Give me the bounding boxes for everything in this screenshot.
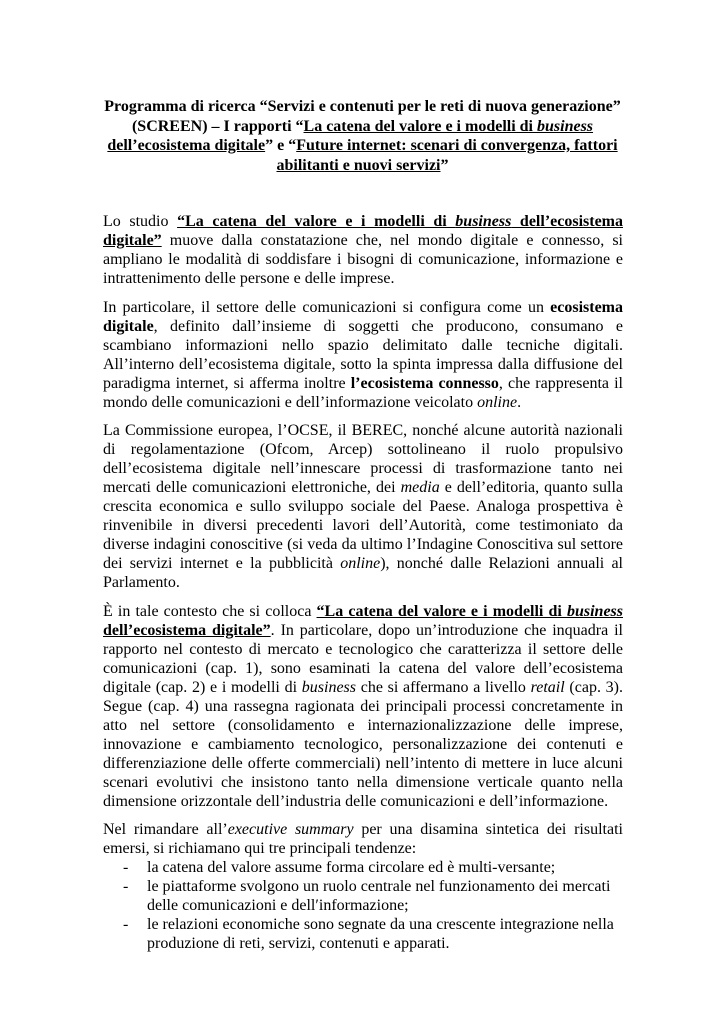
- paragraph-1: Lo studio “La catena del valore e i modelli di business dell’ecosistema digitale” muove dalla constatazione che, nel mondo digitale e connesso, si ampliano le modalità di soddisfare i bisogni di comunicazione, informazione e intrattenimento delle persone e delle imprese.: [103, 213, 623, 287]
- term-ecosistema-digitale: ecosistema digitale: [103, 298, 623, 335]
- list-item: - le relazioni economiche sono segnate da una crescente integrazione nella produzione di reti, servizi, contenuti e apparati.: [123, 916, 614, 952]
- term-ecosistema-connesso: l’ecosistema connesso: [350, 374, 499, 392]
- dash-bullet: -: [123, 878, 129, 895]
- list-item: - la catena del valore assume forma circolare ed è multi-versante;: [123, 859, 556, 876]
- list-item: - le piattaforme svolgono un ruolo centrale nel funzionamento dei mercati delle comunicazioni e dell′informazione;: [123, 878, 611, 914]
- paragraph-5: Nel rimandare all’executive summary per una disamina sintetica dei risultati emersi, si richiamano qui tre principali tendenze:: [103, 821, 623, 857]
- title-report-two: Future internet: scenari di convergenza, fattori abilitanti e nuovi servizi: [276, 137, 618, 174]
- document-title: Programma di ricerca “Servizi e contenuti per le reti di nuova generazione” (SCREEN) – I rapporti “La catena del valore e i modelli di business dell’ecosistema digitale” e “Future internet: scenari di convergenza, fattori abilitanti e nuovi servizi”: [104, 98, 621, 174]
- trends-list: [103, 858, 623, 953]
- paragraph-4: È in tale contesto che si colloca “La catena del valore e i modelli di business dell’ecosistema digitale”. In particolare, dopo un’introduzione che inquadra il rapporto nel contesto di mercato e tecnologico che caratterizza il settore delle comunicazioni (cap. 1), sono esaminati la catena del valore dell’ecosistema digitale (cap. 2) e i modelli di business che si affermano a livello retail (cap. 3). Segue (cap. 4) una rassegna ragionata dei principali processi concretamente in atto nel settore (consolidamento e internazionalizzazione delle imprese, innovazione e cambiamento tecnologico, personalizzazione dei contenuti e differenziazione delle offerte commerciali) nell’intento di mettere in luce alcuni scenari evolutivi che insistono tanto nella dimensione verticale quanto nella dimensione orizzontale dell’industria delle comunicazioni e dell’informazione.: [103, 602, 624, 810]
- dash-bullet: -: [123, 859, 129, 876]
- title-report-one: La catena del valore e i modelli di business dell’ecosistema digitale: [107, 117, 594, 154]
- paragraph-2: In particolare, il settore delle comunicazioni si configura come un ecosistema digitale, definito dall’insieme di soggetti che producono, consumano e scambiano informazioni nello spazio delimitato dalle tecniche digitali. All’interno dell’ecosistema digitale, sotto la spinta impressa dalla diffusione del paradigma internet, si afferma inoltre l’ecosistema connesso, che rappresenta il mondo delle comunicazioni e dell’informazione veicolato online.: [103, 298, 624, 411]
- paragraph-3: La Commissione europea, l’OCSE, il BEREC, nonché alcune autorità nazionali di regolamentazione (Ofcom, Arcep) sottolineano il ruolo propulsivo dell’ecosistema digitale nell’innescare processi di trasformazione tanto nei mercati delle comunicazioni elettroniche, dei media e dell’editoria, quanto sulla crescita economica e sullo sviluppo sociale del Paese. Analoga prospettiva è rinvenibile in diversi precedenti lavori dell’Autorità, come testimoniato da diverse indagini conoscitive (si veda da ultimo l’Indagine Conoscitiva sul settore dei servizi internet e la pubblicità online), nonché dalle Relazioni annuali al Parlamento.: [103, 422, 624, 591]
- document-body: [103, 212, 623, 953]
- report-title-ref: “La catena del valore e i modelli di business dell’ecosistema digitale”: [103, 602, 623, 639]
- report-title-ref: “La catena del valore e i modelli di business dell’ecosistema digitale”: [103, 213, 623, 249]
- dash-bullet: -: [123, 916, 129, 933]
- title-intro: Programma di ricerca “Servizi e contenuti per le reti di nuova generazione” (SCREEN) – I rapporti “: [104, 98, 621, 135]
